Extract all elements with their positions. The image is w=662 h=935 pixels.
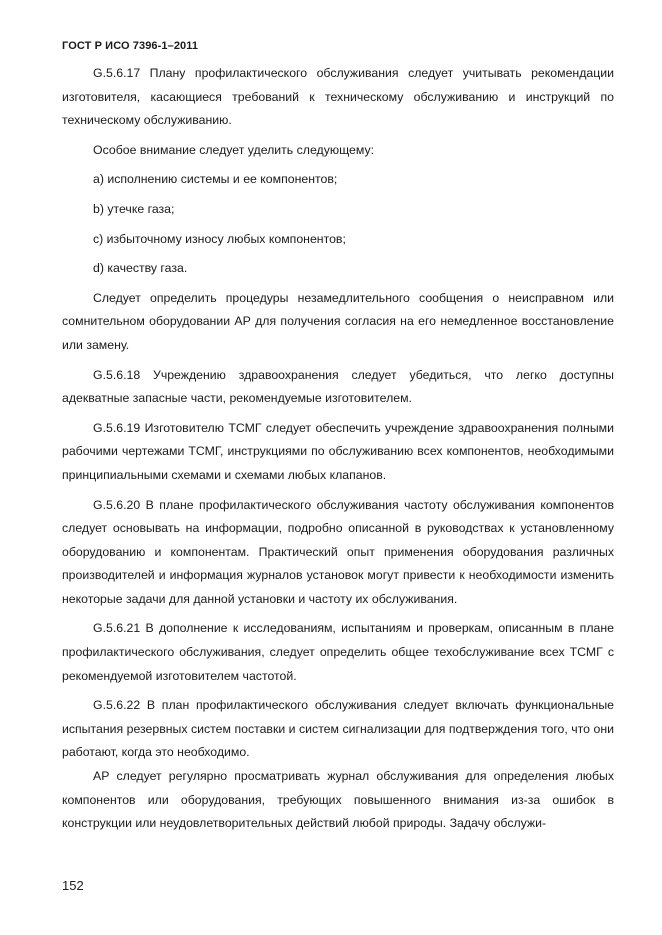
paragraph-g5620: G.5.6.20 В плане профилактического обслуживания частоту обслуживания компонентов следует основывать на информации, подробно описанной в руководствах к установленному оборудованию и компонентам. Практический опыт применения оборудования различных производителей и информация журналов установок могут привести к необходимости изменить некоторые задачи для данной установки и частоту их обслуживания. [62,497,614,606]
paragraph-review-log: АР следует регулярно просматривать журнал обслуживания для определения любых компонентов или оборудования, требующих повышенного внимания из-за ошибок в конструкции или неудовлетворительных действий любой природы. Задачу обслужи- [62,769,614,831]
paragraph-attention-intro: Особое внимание следует уделить следующему: [93,142,375,157]
paragraph-g5617: G.5.6.17 Плану профилактического обслуживания следует учитывать рекомендации изготовителя, касающиеся требований к техническому обслуживанию и инструкций по техническому обслуживанию. [62,66,614,128]
paragraph-g5619: G.5.6.19 Изготовителю ТСМГ следует обеспечить учреждение здравоохранения полными рабочими чертежами ТСМГ, инструкциями по обслуживанию всех компонентов, необходимыми принципиальными схемами и схемами любых клапанов. [62,420,614,482]
list-item-b: b) утечке газа; [93,201,175,216]
paragraph-g5621: G.5.6.21 В дополнение к исследованиям, испытаниям и проверкам, описанным в плане профилактического обслуживания, следует определить общее техобслуживание всех ТСМГ с рекомендуемой изготовителем частотой. [62,621,614,683]
document-header: ГОСТ Р ИСО 7396-1–2011 [62,40,199,52]
list-item-d: d) качеству газа. [93,261,188,276]
list-item-a: а) исполнению системы и ее компонентов; [93,172,338,187]
page-number: 152 [62,878,84,893]
paragraph-g5622: G.5.6.22 В план профилактического обслуживания следует включать функциональные испытания резервных систем поставки и систем сигнализации для подтверждения того, что они работают, когда это необходимо. [62,698,614,760]
paragraph-g5618: G.5.6.18 Учреждению здравоохранения следует убедиться, что легко доступны адекватные запасные части, рекомендуемые изготовителем. [62,367,614,406]
document-body [62,62,614,842]
list-item-c: c) избыточному износу любых компонентов; [93,231,346,246]
paragraph-procedures: Следует определить процедуры незамедлительного сообщения о неисправном или сомнительном оборудовании АР для получения согласия на его немедленное восстановление или замену. [62,290,614,352]
